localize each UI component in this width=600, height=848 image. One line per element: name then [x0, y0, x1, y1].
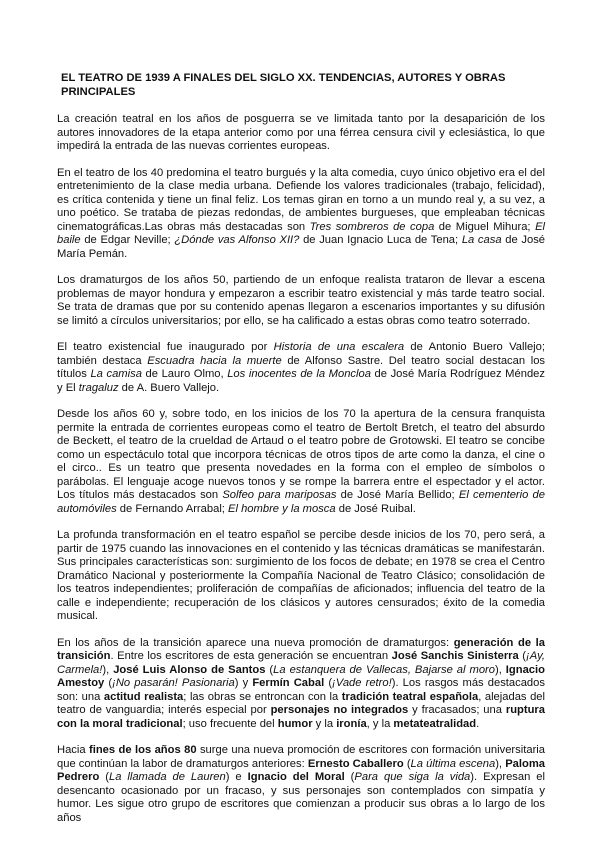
- work-title: Escuadra hacia la muerte: [147, 354, 282, 367]
- text: El teatro existencial fue inaugurado por: [57, 341, 274, 353]
- author-name: José Luis Alonso de Santos: [113, 663, 266, 676]
- author-name: Ernesto Caballero: [307, 757, 404, 770]
- text: de Juan Ignacio Luca de Tena;: [299, 234, 462, 246]
- text: , y la: [366, 717, 394, 730]
- author-name: Fermín Cabal: [252, 677, 325, 689]
- bold-term: ironía: [336, 717, 367, 730]
- author-name: Ignacio Amestoy: [57, 663, 545, 689]
- work-title: Solfeo para mariposas: [222, 489, 337, 501]
- document-title: EL TEATRO DE 1939 A FINALES DEL SIGLO XX. TENDENCIAS, AUTORES Y OBRAS PRINCIPALES: [61, 72, 506, 98]
- text: , alejadas del teatro de vanguardia; interés especial por: [57, 690, 545, 716]
- bold-term: fines de los años 80: [89, 744, 197, 756]
- paragraph-teatro-50: Los dramaturgos de los años 50, partiendo de un enfoque realista trataron de llevar a escena problemas de mayor hondura y empezaron a escribir teatro existencial y más tarde teatro social. Se trata de dramas que por su contenido apenas llegaron a escenarios importantes y su difusión se limitó a círculos universitarios; por ello, se ha calificado a estas obras como teatro soterrado.: [57, 274, 545, 327]
- author-name: Ignacio del Moral: [247, 771, 345, 783]
- text: ). Los rasgos más destacados son: una: [57, 677, 545, 703]
- paragraph-posguerra: La creación teatral en los años de posguerra se ve limitada tanto por la desaparición de los autores innovadores de la etapa anterior como por una férrea censura civil y eclesiástica, lo que impedirá la entrada de las nuevas corrientes europeas.: [57, 113, 545, 152]
- document-page: [57, 72, 545, 838]
- work-title: ¡Vade retro!: [332, 677, 392, 689]
- text: de José María Rodríguez Méndez y El: [57, 368, 545, 394]
- work-title: La última escena: [410, 757, 496, 770]
- paragraph-teatro-60-70: [57, 408, 545, 516]
- text: de Fernando Arrabal;: [116, 502, 229, 515]
- text: (: [265, 663, 274, 676]
- text: de Edgar Neville;: [80, 234, 175, 246]
- work-title: tragaluz: [78, 381, 119, 394]
- work-title: ¡No pasarán! Pasionaria: [112, 677, 235, 689]
- text: ) e: [225, 771, 248, 783]
- text: de A. Buero Vallejo.: [118, 381, 220, 394]
- text: ). Expresan el desencanto ocasionado por un fracaso, y sus personajes son contemplados con simpatía y humor. Les sigue otro grupo de escritores que comienzan a producir sus obras a lo largo de los años: [57, 771, 545, 824]
- author-name: Paloma Pedrero: [57, 757, 545, 783]
- paragraph-transicion: [57, 637, 545, 732]
- text: (: [104, 677, 113, 689]
- text: (: [99, 771, 109, 783]
- text: (: [344, 771, 355, 783]
- text: (: [324, 677, 333, 689]
- bold-term: ruptura con la moral tradicional: [57, 704, 545, 730]
- text: ),: [494, 663, 506, 676]
- text: ),: [495, 757, 506, 770]
- work-title: La estanquera de Vallecas, Bajarse al moro: [273, 663, 495, 676]
- text: ; las obras se entroncan con la: [183, 690, 342, 703]
- text: y fracasados; una: [408, 704, 506, 716]
- text: (: [403, 757, 411, 770]
- work-title: ¿Dónde vas Alfonso XII?: [174, 234, 300, 246]
- paragraph-transformacion-1975: La profunda transformación en el teatro español se percibe desde inicios de los 70, pero será, a partir de 1975 cuando las innovaciones en el contenido y las técnicas dramáticas se manifestarán. Sus principales características son: surgimiento de los focos de debate; en 1978 se crea el Centro Dramático Nacional y posteriormente la Compañía Nacional de Teatro Clásico; consolidación de los teatros independientes; proliferación de compañías de aficionados; influencia del teatro de la calle e independiente; recuperación de los clásicos y autores censurados; éxito de la comedia musical.: [57, 529, 545, 622]
- text: .: [476, 717, 480, 730]
- text: de Antonio Buero Vallejo; también destaca: [57, 341, 545, 367]
- author-name: José Sanchis Sinisterra: [391, 650, 519, 662]
- text: de José María Pemán.: [57, 234, 546, 260]
- text: . Entre los escritores de esta generación se encuentran: [110, 650, 392, 662]
- work-title: Tres sombreros de copa: [309, 220, 435, 233]
- work-title: Historia de una escalera: [273, 341, 405, 353]
- bold-term: humor: [277, 717, 313, 730]
- paragraph-teatro-40: [57, 167, 545, 262]
- text: Hacia: [57, 744, 90, 756]
- work-title: La camisa: [90, 368, 142, 380]
- work-title: El hombre y la mosca: [228, 502, 336, 515]
- bold-term: actitud realista: [103, 690, 184, 703]
- paragraph-fines-80: [57, 744, 545, 825]
- text: y la: [312, 717, 337, 730]
- text: Desde los años 60 y, sobre todo, en los inicios de los 70 la apertura de la censura franquista permite la entrada de corrientes europeas como el teatro de Bertolt Bretch, el teatro del absurdo de Beckett, el teatro de la crueldad de Artaud o el teatro pobre de Grotowski. El teatro se concibe como un espectáculo total que incorpora técnicas de otros tipos de arte como la danza, el cine o el circo.. Es un teatro que presenta novedades en la forma con el empleo de símbolos o parábolas. El lenguaje acoge nuevos tonos y se rompe la barrera entre el espectador y el actor. Los títulos más destacados son: [57, 408, 545, 501]
- work-title: Para que siga la vida: [354, 771, 471, 783]
- text: de José María Bellido;: [336, 489, 459, 501]
- text: ),: [102, 663, 114, 676]
- paragraph-teatro-existencial: [57, 341, 545, 395]
- text: de Alfonso Sastre. Del teatro social destacan los títulos: [57, 354, 546, 380]
- bold-term: personajes no integrados: [270, 704, 409, 716]
- text: de Lauro Olmo,: [141, 368, 228, 380]
- text: ; uso frecuente del: [182, 717, 278, 730]
- text: En los años de la transición aparece una nueva promoción de dramaturgos:: [57, 636, 454, 649]
- work-title: La llamada de Lauren: [108, 771, 226, 783]
- work-title: Los inocentes de la Moncloa: [227, 368, 371, 380]
- text: (: [518, 650, 527, 662]
- work-title: La casa: [461, 234, 502, 246]
- bold-term: metateatralidad: [393, 717, 477, 730]
- text: surge una nueva promoción de escritores con formación universitaria que continúan la labor de dramaturgos anteriores:: [57, 744, 545, 770]
- work-title: El baile: [57, 220, 546, 246]
- text: de Miguel Mihura;: [434, 220, 536, 233]
- text: de José Ruibal.: [335, 502, 416, 515]
- bold-term: generación de la transición: [57, 636, 545, 662]
- work-title: El cementerio de automóviles: [57, 489, 546, 515]
- text: ) y: [234, 677, 253, 689]
- bold-term: tradición teatral española: [341, 690, 479, 703]
- text: En el teatro de los 40 predomina el teatro burgués y la alta comedia, cuyo único objetivo era el del entretenimiento de la clase media urbana. Defiende los valores tradicionales (trabajo, felicidad), es crítica contenida y tiene un final feliz. Los temas giran en torno a un mundo real y, a su vez, a uno poético. Se trataba de piezas redondas, de ambientes burgueses, que empleaban técnicas cinematográficas.Las obras más destacadas son: [57, 166, 545, 233]
- work-title: ¡Ay, Carmela!: [57, 650, 545, 676]
